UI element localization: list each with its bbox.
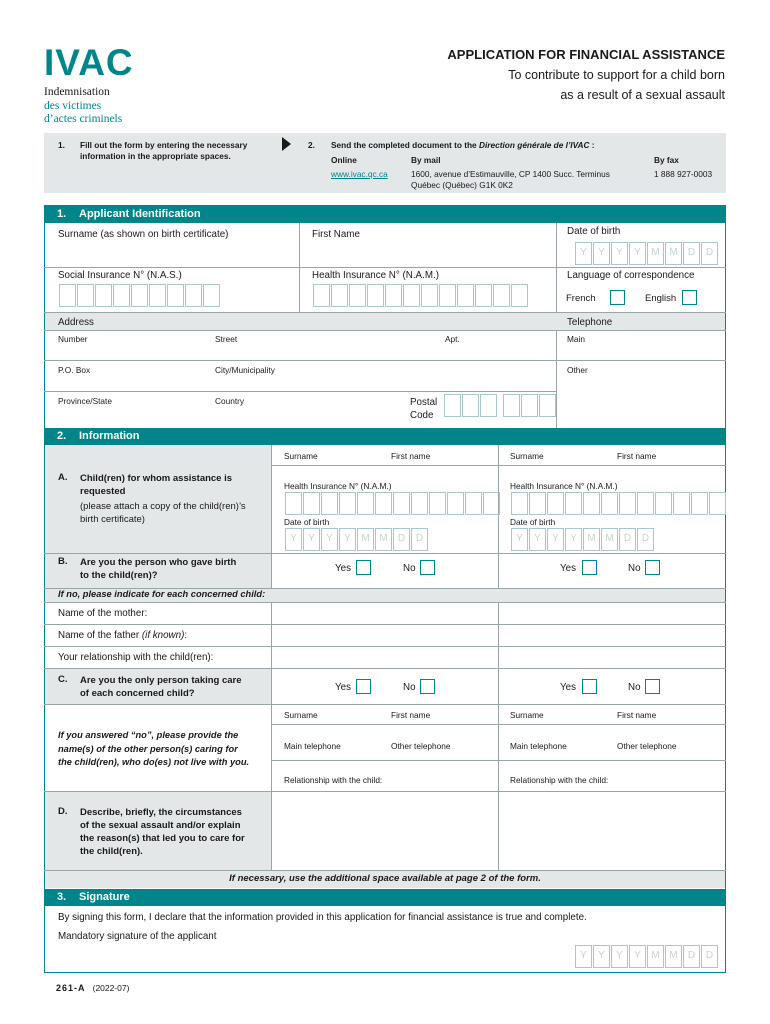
postal-code-boxes[interactable] (444, 394, 557, 417)
english-checkbox[interactable] (682, 290, 697, 305)
c-child1-no-checkbox[interactable] (420, 679, 435, 694)
surname-label: Surname (as shown on birth certificate) (58, 229, 229, 240)
ivac-logo: IVAC (44, 42, 134, 83)
father-label: Name of the father (if known): (58, 630, 188, 641)
section-2-header: 2. Information (44, 428, 726, 445)
question-c: Are you the only person taking care of each concerned child? (80, 675, 242, 699)
telephone-label: Telephone (567, 317, 613, 328)
applicant-dob-boxes[interactable]: Y Y Y Y M M D D (575, 242, 719, 265)
sin-label: Social Insurance N° (N.A.S.) (58, 270, 182, 281)
logo-subtitle: Indemnisation des victimes d’actes criminels (44, 86, 123, 125)
b-child2-yes-checkbox[interactable] (582, 560, 597, 575)
form-code: 261-A (2022-07) (56, 983, 130, 993)
c-child1-yes-checkbox[interactable] (356, 679, 371, 694)
first-name-label: First Name (312, 229, 360, 240)
address-label: Address (58, 317, 94, 328)
question-d: Describe, briefly, the circumstances of the sexual assault and/or explain the reason(s) that led you to care for the child(ren). (80, 807, 245, 857)
child1-health-boxes[interactable] (285, 492, 501, 515)
french-checkbox[interactable] (610, 290, 625, 305)
dob-label: Date of birth (567, 226, 621, 237)
signature-date-boxes[interactable]: Y Y Y Y M M D D (575, 945, 719, 968)
sin-boxes[interactable] (59, 284, 221, 307)
health-insurance-boxes[interactable] (313, 284, 529, 307)
additional-space-note: If necessary, use the additional space available at page 2 of the form. (229, 873, 541, 884)
health-label: Health Insurance N° (N.A.M.) (312, 270, 439, 281)
address-header-bar (45, 313, 725, 330)
mother-label: Name of the mother: (58, 608, 148, 619)
other-persons-note: If you answered “no”, please provide the name(s) of the other person(s) caring for the child(ren), who do(es) not live with you. (58, 730, 250, 767)
form-title: APPLICATION FOR FINANCIAL ASSISTANCE To contribute to support for a child born as a result of a sexual assault (447, 47, 725, 102)
signature-label: Mandatory signature of the applicant (58, 931, 217, 942)
declaration-text: By signing this form, I declare that the information provided in this application for financial assistance is true and complete. (58, 912, 587, 923)
c-child2-yes-checkbox[interactable] (582, 679, 597, 694)
instructions-bar: 1. Fill out the form by entering the necessary information in the appropriate spaces. 2. Send the completed document to the Direction générale de l’IVAC : Online www.ivac.qc.ca By mail 1600, avenue d’Estimauville, CP 1400 Succ. Terminus Québec (Québec) G1K 0K2 By fax 1 888 927-0003 (44, 133, 726, 193)
question-a: Child(ren) for whom assistance is requested (80, 473, 233, 497)
b-child1-no-checkbox[interactable] (420, 560, 435, 575)
section-3-header: 3. Signature (44, 889, 726, 906)
child1-dob-boxes[interactable]: Y Y Y Y M M D D (285, 528, 429, 551)
relationship-label: Your relationship with the child(ren): (58, 652, 214, 663)
ivac-website-link[interactable]: www.ivac.qc.ca (331, 169, 388, 179)
c-child2-no-checkbox[interactable] (645, 679, 660, 694)
question-b: Are you the person who gave birth to the child(ren)? (80, 557, 237, 581)
postal-code-label: Postal Code (410, 397, 438, 421)
language-label: Language of correspondence (567, 270, 695, 281)
child2-health-boxes[interactable] (511, 492, 727, 515)
if-no-note: If no, please indicate for each concerned child: (58, 589, 266, 599)
b-child2-no-checkbox[interactable] (645, 560, 660, 575)
arrow-right-icon (282, 137, 291, 151)
section-1-header: 1. Applicant Identification (44, 206, 726, 223)
b-child1-yes-checkbox[interactable] (356, 560, 371, 575)
child2-dob-boxes[interactable]: Y Y Y Y M M D D (511, 528, 655, 551)
